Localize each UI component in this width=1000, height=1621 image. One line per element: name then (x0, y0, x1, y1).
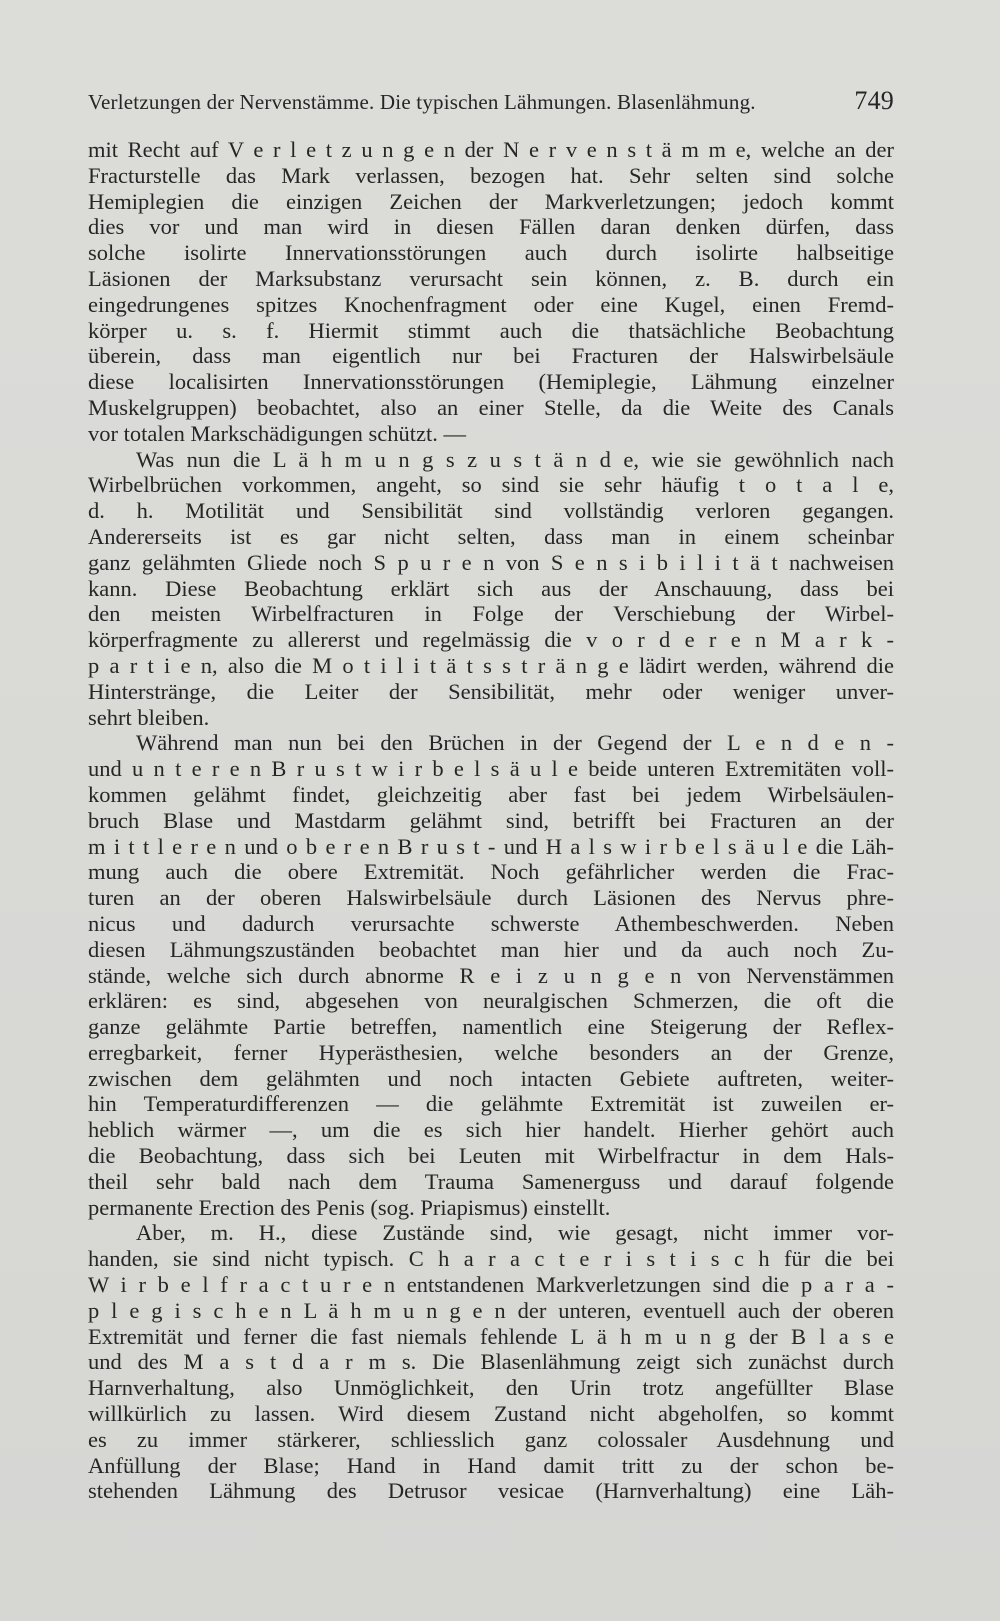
text-line: diese localisirten Innervationsstörungen (Hemiplegie, Lähmung einzelner (88, 369, 894, 395)
text-line: Fracturstelle das Mark verlassen, bezogen hat. Sehr selten sind solche (88, 162, 894, 188)
text-line: mung auch die obere Extremität. Noch gefährlicher werden die Frac- (88, 859, 894, 885)
text-line: Hemiplegien die einzigen Zeichen der Markverletzungen; jedoch kommt (88, 188, 894, 214)
text-line: stände, welche sich durch abnorme R e i z u n g e n von Nervenstämmen (88, 962, 894, 988)
text-line: theil sehr bald nach dem Trauma Samenerguss und darauf folgende (88, 1168, 894, 1194)
text-line: den meisten Wirbelfracturen in Folge der Verschiebung der Wirbel- (88, 601, 894, 627)
text-line: kann. Diese Beobachtung erklärt sich aus der Anschauung, dass bei (88, 575, 894, 601)
text-line: Aber, m. H., diese Zustände sind, wie gesagt, nicht immer vor- (136, 1220, 894, 1246)
text-line: Harnverhaltung, also Unmöglichkeit, den Urin trotz angefüllter Blase (88, 1375, 894, 1401)
text-line: diesen Lähmungszuständen beobachtet man hier und da auch noch Zu- (88, 936, 894, 962)
text-line: permanente Erection des Penis (sog. Priapismus) einstellt. (88, 1194, 611, 1220)
text-line: mit Recht auf V e r l e t z u n g e n der N e r v e n s t ä m m e, welche an der (88, 137, 894, 162)
page-header (88, 86, 894, 120)
text-line: überein, dass man eigentlich nur bei Fracturen der Halswirbelsäule (88, 343, 894, 369)
text-line: handen, sie sind nicht typisch. C h a r a c t e r i s t i s c h für die bei (88, 1246, 894, 1272)
text-line: Läsionen der Marksubstanz verursacht sein können, z. B. durch ein (88, 265, 894, 291)
text-line: p a r t i e n, also die M o t i l i t ä t s s t r ä n g e lädirt werden, während die (88, 652, 894, 678)
text-line: Was nun die L ä h m u n g s z u s t ä n d e, wie sie gewöhnlich nach (136, 446, 894, 472)
text-line: Extremität und ferner die fast niemals fehlende L ä h m u n g der B l a s e (88, 1323, 894, 1349)
text-line: willkürlich zu lassen. Wird diesem Zustand nicht abgeholfen, so kommt (88, 1401, 894, 1427)
text-line: Andererseits ist es gar nicht selten, dass man in einem scheinbar (88, 523, 894, 549)
text-line: körper u. s. f. Hiermit stimmt auch die thatsächliche Beobachtung (88, 317, 894, 343)
text-line: d. h. Motilität und Sensibilität sind vollständig verloren gegangen. (88, 498, 894, 524)
text-line: eingedrungenes spitzes Knochenfragment oder eine Kugel, einen Fremd- (88, 291, 894, 317)
text-line: dies vor und man wird in diesen Fällen daran denken dürfen, dass (88, 214, 894, 240)
running-title: Verletzungen der Nervenstämme. Die typischen Lähmungen. Blasenlähmung. (88, 90, 756, 114)
text-line: Hinterstränge, die Leiter der Sensibilität, mehr oder weniger unver- (88, 678, 894, 704)
text-line: Wirbelbrüchen vorkommen, angeht, so sind sie sehr häufig t o t a l e, (88, 472, 894, 498)
text-line: solche isolirte Innervationsstörungen auch durch isolirte halbseitige (88, 240, 894, 266)
text-line: hin Temperaturdifferenzen — die gelähmte Extremität ist zuweilen er- (88, 1091, 894, 1117)
text-line: zwischen dem gelähmten und noch intacten Gebiete auftreten, weiter- (88, 1065, 894, 1091)
text-line: und u n t e r e n B r u s t w i r b e l s ä u l e beide unteren Extremitäten voll- (88, 756, 894, 782)
text-line: Während man nun bei den Brüchen in der Gegend der L e n d e n - (136, 730, 894, 756)
text-line: p l e g i s c h e n L ä h m u n g e n der unteren, eventuell auch der oberen (88, 1297, 894, 1323)
page-number: 749 (854, 86, 894, 115)
text-line: es zu immer stärkerer, schliesslich ganz colossaler Ausdehnung und (88, 1426, 894, 1452)
text-line: nicus und dadurch verursachte schwerste Athembeschwerden. Neben (88, 910, 894, 936)
text-line: bruch Blase und Mastdarm gelähmt sind, betrifft bei Fracturen an der (88, 807, 894, 833)
text-line: und des M a s t d a r m s. Die Blasenlähmung zeigt sich zunächst durch (88, 1349, 894, 1375)
text-line: W i r b e l f r a c t u r e n entstandenen Markverletzungen sind die p a r a - (88, 1272, 894, 1298)
text-line: die Beobachtung, dass sich bei Leuten mit Wirbelfractur in dem Hals- (88, 1143, 894, 1169)
text-line: stehenden Lähmung des Detrusor vesicae (Harnverhaltung) eine Läh- (88, 1478, 894, 1504)
text-line: Muskelgruppen) beobachtet, also an einer Stelle, da die Weite des Canals (88, 394, 894, 420)
text-line: erregbarkeit, ferner Hyperästhesien, welche besonders an der Grenze, (88, 1039, 894, 1065)
text-line: vor totalen Markschädigungen schützt. — (88, 420, 467, 446)
text-line: m i t t l e r e n und o b e r e n B r u s t - und H a l s w i r b e l s ä u l e die Läh- (88, 833, 894, 859)
text-line: körperfragmente zu allererst und regelmässig die v o r d e r e n M a r k - (88, 627, 894, 653)
text-line: turen an der oberen Halswirbelsäule durch Läsionen des Nervus phre- (88, 885, 894, 911)
body-text (88, 137, 894, 1504)
text-line: Anfüllung der Blase; Hand in Hand damit tritt zu der schon be- (88, 1452, 894, 1478)
text-line: sehrt bleiben. (88, 704, 210, 730)
text-line: ganze gelähmte Partie betreffen, namentlich eine Steigerung der Reflex- (88, 1014, 894, 1040)
text-line: erklären: es sind, abgesehen von neuralgischen Schmerzen, die oft die (88, 988, 894, 1014)
text-line: ganz gelähmten Gliede noch S p u r e n von S e n s i b i l i t ä t nachweisen (88, 549, 894, 575)
text-line: heblich wärmer —, um die es sich hier handelt. Hierher gehört auch (88, 1117, 894, 1143)
text-line: kommen gelähmt findet, gleichzeitig aber fast bei jedem Wirbelsäulen- (88, 781, 894, 807)
